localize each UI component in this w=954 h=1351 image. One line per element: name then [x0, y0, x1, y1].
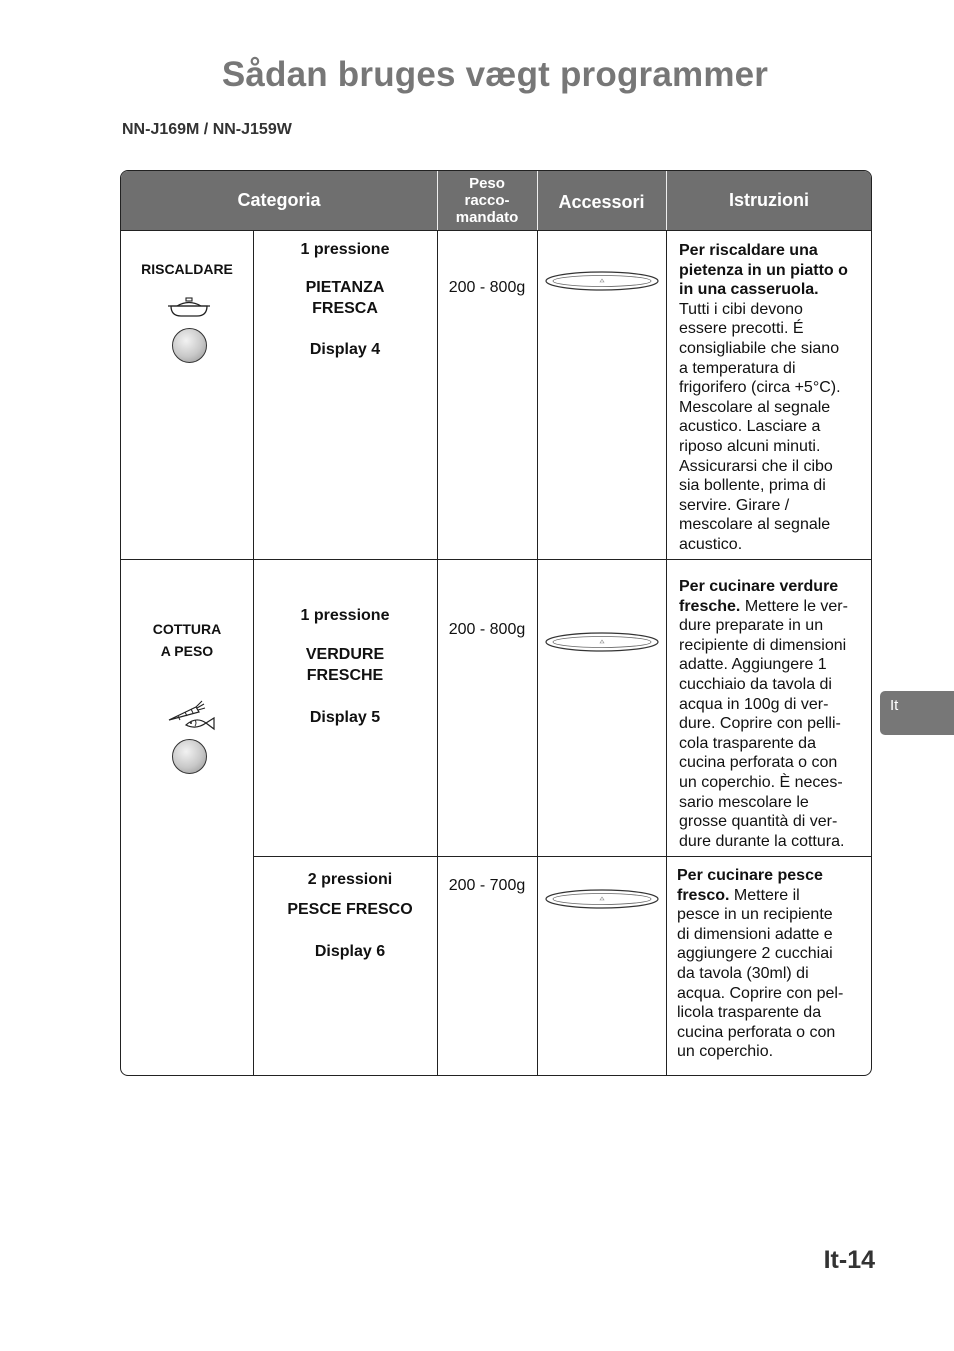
instruction-heading: pietenza in un piatto o: [679, 261, 848, 279]
header-category: Categoria: [237, 190, 321, 210]
display-number: Display 6: [314, 943, 386, 960]
instruction-line: a temperatura di: [679, 359, 796, 377]
table-header: [121, 171, 871, 231]
column-divider: [537, 230, 538, 1076]
program-cell: [253, 869, 447, 962]
header-divider: [666, 171, 667, 230]
instructions-vegetables: [679, 577, 869, 851]
instruction-line: essere precotti. É: [679, 320, 804, 338]
instruction-line: da tavola (30ml) di: [677, 964, 809, 982]
instruction-line: mescolare al segnale: [679, 516, 831, 534]
category-label-line: COTTURA: [152, 621, 222, 637]
instruction-line: di dimensioni adatte e: [677, 925, 833, 943]
instruction-line: [679, 597, 869, 617]
category-label-reheat: RISCALDARE: [141, 261, 233, 277]
page-number: It-14: [823, 1246, 875, 1274]
row-divider: [253, 856, 872, 857]
instruction-line: cucchiaio da tavola di: [679, 675, 832, 693]
instruction-line: frigorifero (circa +5°C).: [679, 379, 841, 397]
casserole-icon: [167, 297, 211, 319]
instruction-heading: Per cucinare verdure: [679, 578, 839, 595]
instruction-line: cucina perforata o con: [677, 1023, 836, 1041]
category-label-weight-cook: [121, 618, 253, 662]
display-number: Display 4: [309, 341, 381, 358]
press-count: 1 pressione: [300, 607, 390, 624]
header-weight: [437, 171, 537, 230]
food-name: PIETANZA: [305, 279, 385, 296]
instruction-line: Assicurarsi che il cibo: [679, 457, 833, 475]
header-weight-line: mandato: [455, 209, 519, 226]
language-tab-label: It: [890, 697, 899, 714]
instruction-line: riposo alcuni minuti.: [679, 437, 821, 455]
instruction-line: sia bollente, prima di: [679, 477, 826, 495]
instruction-line: pesce in un recipiente: [677, 906, 833, 924]
instruction-line: cucina perforata o con: [679, 754, 838, 772]
instructions-fish: [677, 866, 869, 1062]
instruction-heading: fresco.: [677, 886, 730, 904]
instruction-line: un coperchio. È neces-: [679, 773, 843, 791]
weight-program-table: [120, 170, 872, 1076]
column-divider: [666, 230, 667, 1076]
instruction-line: [677, 886, 869, 906]
language-tab: [880, 691, 954, 735]
header-instructions: Istruzioni: [729, 190, 809, 210]
instruction-text: Mettere il: [729, 886, 800, 904]
glass-tray-icon: [543, 630, 661, 654]
instruction-line: acustico. Lasciare a: [679, 418, 821, 436]
dial-button-weight-cook[interactable]: [172, 739, 207, 774]
instruction-line: sario mescolare le: [679, 793, 809, 811]
instruction-line: acqua. Coprire con pel-: [677, 984, 844, 1002]
instruction-line: un coperchio.: [677, 1043, 774, 1061]
instruction-line: dure durante la cottura.: [679, 832, 845, 850]
press-count: 1 pressione: [300, 241, 390, 258]
instruction-heading: Per cucinare pesce: [677, 867, 823, 884]
program-cell: [253, 239, 437, 360]
recommended-weight: 200 - 700g: [448, 877, 526, 894]
glass-tray-icon: [543, 887, 661, 911]
instruction-line: Mescolare al segnale: [679, 398, 831, 416]
instruction-line: consigliabile che siano: [679, 339, 840, 357]
food-name: VERDURE: [305, 646, 385, 663]
instruction-heading: Per riscaldare una: [679, 242, 818, 259]
recommended-weight: 200 - 800g: [448, 279, 526, 296]
page-title: Sådan bruges vægt programmer: [221, 55, 769, 94]
food-name: PESCE FRESCO: [287, 901, 413, 918]
instruction-line: aggiungere 2 cucchiai: [677, 945, 833, 963]
food-name: FRESCHE: [306, 667, 384, 684]
press-count: 2 pressioni: [307, 871, 393, 888]
vegetable-fish-icon: [166, 699, 218, 733]
instruction-line: grosse quantità di ver-: [679, 813, 838, 831]
category-label-line: A PESO: [160, 643, 214, 659]
instruction-line: acustico.: [679, 535, 743, 553]
instruction-line: dure. Coprire con pelli-: [679, 715, 841, 733]
display-number: Display 5: [309, 709, 381, 726]
instruction-line: licola trasparente da: [677, 1004, 822, 1022]
program-cell: [253, 605, 437, 728]
header-accessories: Accessori: [558, 192, 645, 212]
header-weight-line: racco-: [464, 192, 510, 209]
instruction-line: servire. Girare /: [679, 496, 790, 514]
food-name: FRESCA: [312, 300, 378, 317]
instruction-line: adatte. Aggiungere 1: [679, 656, 827, 674]
instruction-line: recipiente di dimensioni: [679, 636, 847, 654]
model-number: NN-J169M / NN-J159W: [122, 121, 292, 138]
header-divider: [437, 171, 438, 230]
instruction-line: acqua in 100g di ver-: [679, 695, 829, 713]
instruction-line: dure preparate in un: [679, 617, 824, 635]
instruction-line: Tutti i cibi devono: [679, 300, 803, 318]
instructions-reheat: [679, 241, 869, 555]
recommended-weight: 200 - 800g: [448, 621, 526, 638]
instruction-heading: in una casseruola.: [679, 281, 819, 299]
instruction-line: cola trasparente da: [679, 734, 816, 752]
glass-tray-icon: [543, 269, 661, 293]
row-divider: [121, 559, 872, 560]
header-divider: [537, 171, 538, 230]
header-weight-line: Peso: [469, 175, 505, 192]
dial-button-reheat[interactable]: [172, 328, 207, 363]
instruction-text: Mettere le ver-: [740, 597, 848, 615]
instruction-heading: fresche.: [679, 597, 741, 615]
